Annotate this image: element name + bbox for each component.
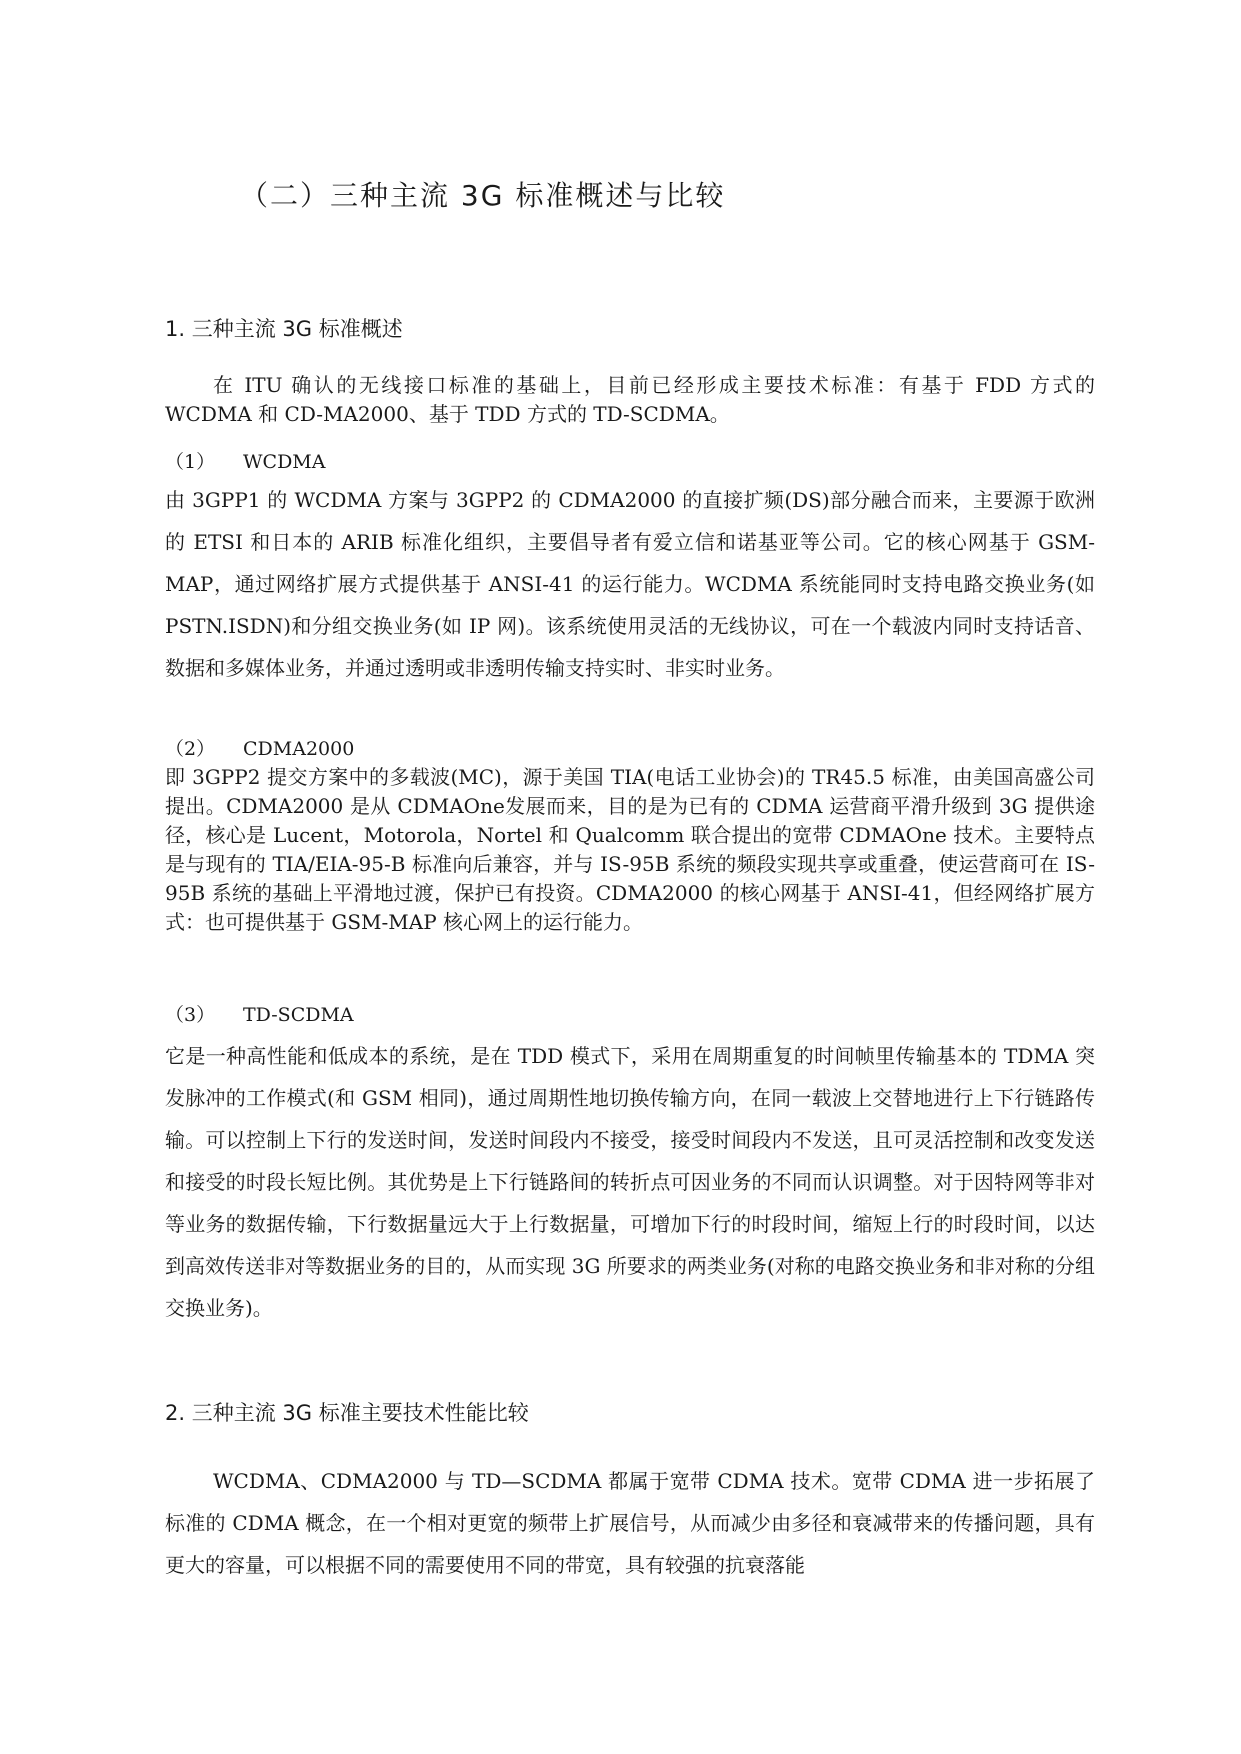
item-3-heading (165, 1001, 1065, 1029)
item-2-name: CDMA2000 (243, 738, 355, 760)
item-2-heading (165, 735, 1065, 763)
item-2-number: （2） (165, 738, 216, 760)
page-title: （二）三种主流 3G 标准概述与比较 (240, 179, 726, 212)
item-1-paragraph: 由 3GPP1 的 WCDMA 方案与 3GPP2 的 CDMA2000 的直接扩频(DS)部分融合而来，主要源于欧洲的 ETSI 和日本的 ARIB 标准化组织，主要倡导者有爱立信和诺基亚等公司。它的核心网基于 GSM-MAP，通过网络扩展方式提供基于 ANSI-41 的运行能力。WCDMA 系统能同时支持电路交换业务(如 PSTN.ISDN)和分组交换业务(如 IP 网)。该系统使用灵活的无线协议，可在一个载波内同时支持话音、数据和多媒体业务，并通过透明或非透明传输支持实时、非实时业务。 (165, 488, 1095, 680)
item-1-name: WCDMA (243, 451, 326, 473)
item-1-heading (165, 448, 1065, 476)
item-3-name: TD-SCDMA (243, 1004, 354, 1026)
item-3-paragraph: 它是一种高性能和低成本的系统，是在 TDD 模式下，采用在周期重复的时间帧里传输基本的 TDMA 突发脉冲的工作模式(和 GSM 相同)，通过周期性地切换传输方向，在同一载波上交替地进行上下行链路传输。可以控制上下行的发送时间，发送时间段内不接受，接受时间段内不发送，且可灵活控制和改变发送和接受的时段长短比例。其优势是上下行链路间的转折点可因业务的不同而认识调整。对于因特网等非对等业务的数据传输，下行数据量远大于上行数据量，可增加下行的时段时间，缩短上行的时段时间，以达到高效传送非对等数据业务的目的，从而实现 3G 所要求的两类业务(对称的电路交换业务和非对称的分组交换业务)。 (165, 1044, 1095, 1320)
section-2-paragraph: WCDMA、CDMA2000 与 TD—SCDMA 都属于宽带 CDMA 技术。宽带 CDMA 进一步拓展了标准的 CDMA 概念，在一个相对更宽的频带上扩展信号，从而减少由多径和衰减带来的传播问题，具有更大的容量，可以根据不同的需要使用不同的带宽，具有较强的抗衰落能 (165, 1469, 1095, 1577)
item-3-number: （3） (165, 1004, 216, 1026)
section-1-intro: 在 ITU 确认的无线接口标准的基础上，目前已经形成主要技术标准：有基于 FDD 方式的 WCDMA 和 CD-MA2000、基于 TDD 方式的 TD-SCDMA。 (165, 373, 1095, 426)
item-1-number: （1） (165, 451, 216, 473)
section-2-heading: 2. 三种主流 3G 标准主要技术性能比较 (165, 1401, 529, 1425)
section-1-heading: 1. 三种主流 3G 标准概述 (165, 317, 403, 341)
item-2-paragraph: 即 3GPP2 提交方案中的多载波(MC)，源于美国 TIA(电话工业协会)的 TR45.5 标准，由美国高盛公司提出。CDMA2000 是从 CDMAOne发展而来，目的是为已有的 CDMA 运营商平滑升级到 3G 提供途径，核心是 Lucent，Motorola，Nortel 和 Qualcomm 联合提出的宽带 CDMAOne 技术。主要特点是与现有的 TIA/EIA-95-B 标准向后兼容，并与 IS-95B 系统的频段实现共享或重叠，使运营商可在 IS-95B 系统的基础上平滑地过渡，保护已有投资。CDMA2000 的核心网基于 ANSI-41，但经网络扩展方式：也可提供基于 GSM-MAP 核心网上的运行能力。 (165, 765, 1095, 934)
